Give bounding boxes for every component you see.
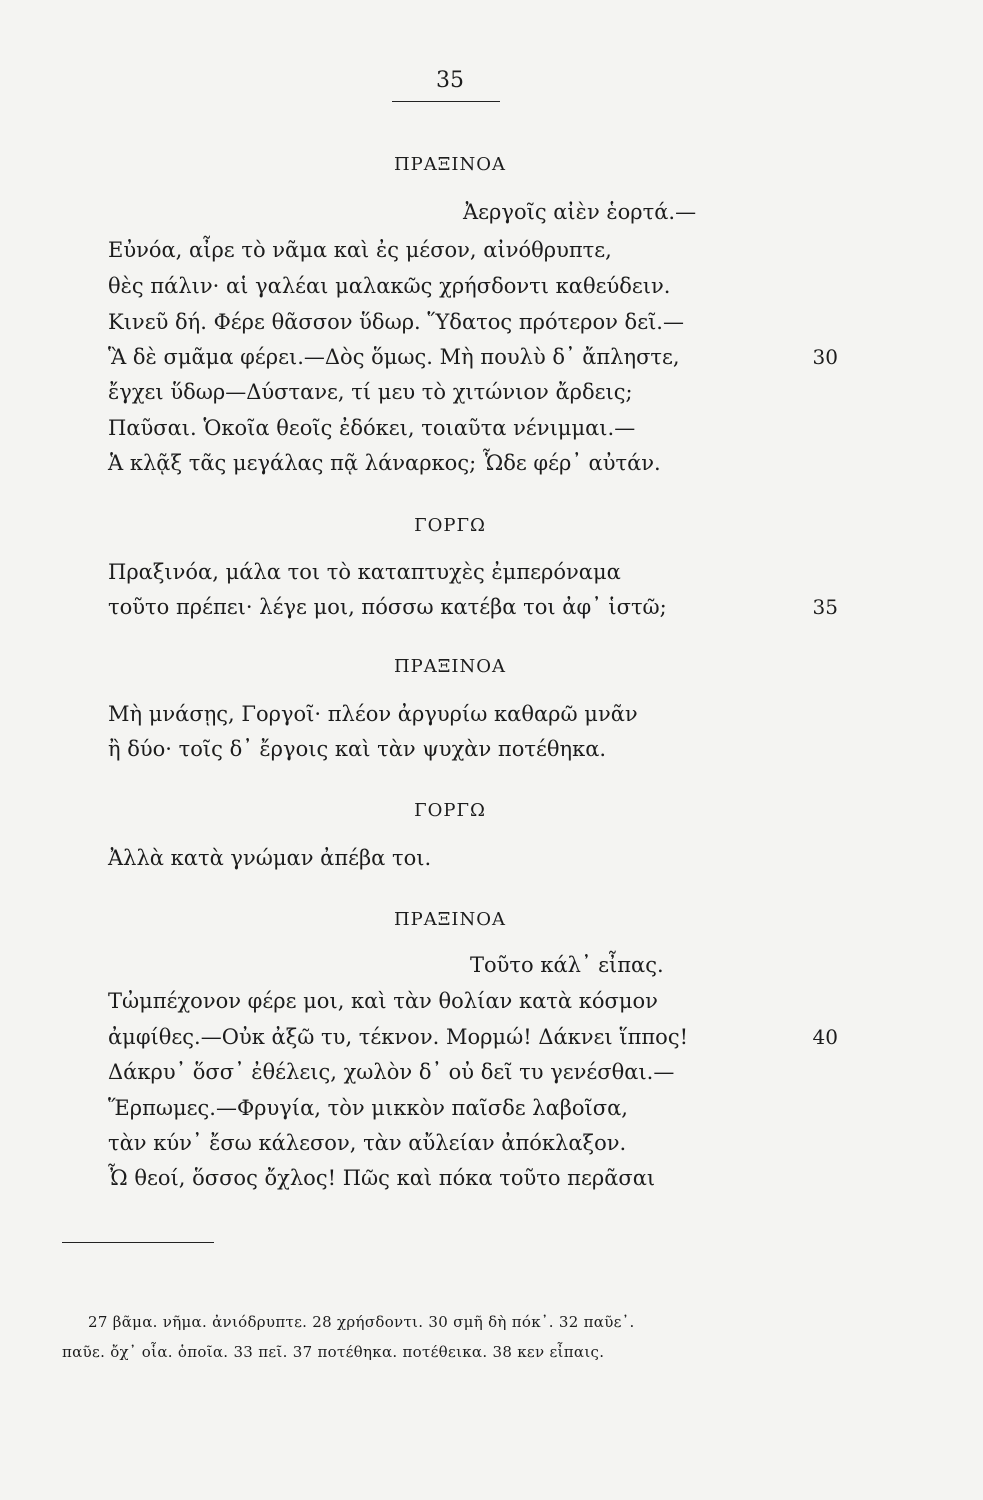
footnote-line: 27 βᾶμα. νῆμα. ἀνιόδρυπτε. 28 χρήσδοντι. 30 σμῆ δὴ πόκ᾽. 32 παῦε᾽. [88,1313,635,1331]
verse-line: Εὐνόα, αἶρε τὸ νᾶμα καὶ ἐς μέσον, αἰνόθρυπτε, [108,238,612,262]
verse-line: τὰν κύν᾽ ἔσω κάλεσον, τὰν αὔλείαν ἀπόκλαξον. [108,1131,627,1155]
footnote-line: παῦε. ὄχ᾽ οἷα. ὁποῖα. 33 πεῖ. 37 ποτέθηκα. ποτέθεικα. 38 κεν εἶπαις. [62,1343,605,1361]
page-number: 35 [436,68,464,93]
verse-line: Ὦ θεοί, ὅσσος ὄχλος! Πῶς καὶ πόκα τοῦτο περᾶσαι [108,1166,656,1190]
verse-line: Πραξινόα, μάλα τοι τὸ καταπτυχὲς ἐμπερόναμα [108,560,621,584]
verse-line: Ἀλλὰ κατὰ γνώμαν ἀπέβα τοι. [108,846,432,870]
verse-line: Δάκρυ᾽ ὅσσ᾽ ἐθέλεις, χωλὸν δ᾽ οὐ δεῖ τυ γενέσθαι.— [108,1060,675,1084]
verse-line: Τὠμπέχονον φέρε μοι, καὶ τὰν θολίαν κατὰ κόσμον [108,989,658,1013]
verse-line: ἢ δύο· τοῖς δ᾽ ἔργοις καὶ τὰν ψυχὰν ποτέθηκα. [108,737,607,761]
line-number: 35 [812,595,838,619]
header-rule [392,101,500,102]
verse-line: Ἁ κλᾷξ τᾶς μεγάλας πᾷ λάναρκος; Ὧδε φέρ᾽ αὐτάν. [108,451,661,475]
verse-line: θὲς πάλιν· αἱ γαλέαι μαλακῶς χρήσδοντι καθεύδειν. [108,274,671,298]
verse-line: Ἕρπωμες.—Φρυγία, τὸν μικκὸν παῖσδε λαβοῖσα, [108,1096,628,1120]
speaker-heading: ΠΡΑΞΙΝΟΑ [393,909,507,930]
speaker-heading: ΓΟΡΓΩ [414,800,486,821]
verse-line: Μὴ μνάσῃς, Γοργοῖ· πλέον ἀργυρίω καθαρῶ μνᾶν [108,702,638,726]
verse-line: Ἀεργοῖς αἰὲν ἑορτά.— [463,200,697,224]
verse-line: Ἃ δὲ σμᾶμα φέρει.—Δὸς ὅμως. Μὴ πουλὺ δ᾽ ἄπληστε, [108,345,680,369]
verse-line: Παῦσαι. Ὁκοῖα θεοῖς ἐδόκει, τοιαῦτα νένιμμαι.— [108,416,636,440]
verse-line: τοῦτο πρέπει· λέγε μοι, πόσσω κατέβα τοι ἀφ᾽ ἱστῶ; [108,595,667,619]
footnote-rule [62,1242,214,1243]
verse-line: Κινεῦ δή. Φέρε θᾶσσον ὕδωρ. Ὕδατος πρότερον δεῖ.— [108,310,684,334]
line-number: 30 [812,345,838,369]
speaker-heading: ΠΡΑΞΙΝΟΑ [393,154,507,175]
speaker-heading: ΓΟΡΓΩ [414,515,486,536]
speaker-heading: ΠΡΑΞΙΝΟΑ [393,656,507,677]
verse-line: ἀμφίθες.—Οὐκ ἀξῶ τυ, τέκνον. Μορμώ! Δάκνει ἵππος! [108,1025,689,1049]
verse-line: ἔγχει ὕδωρ—Δύστανε, τί μευ τὸ χιτώνιον ἄρδεις; [108,380,633,404]
verse-line: Τοῦτο κάλ᾽ εἶπας. [470,953,664,977]
line-number: 40 [812,1025,838,1049]
